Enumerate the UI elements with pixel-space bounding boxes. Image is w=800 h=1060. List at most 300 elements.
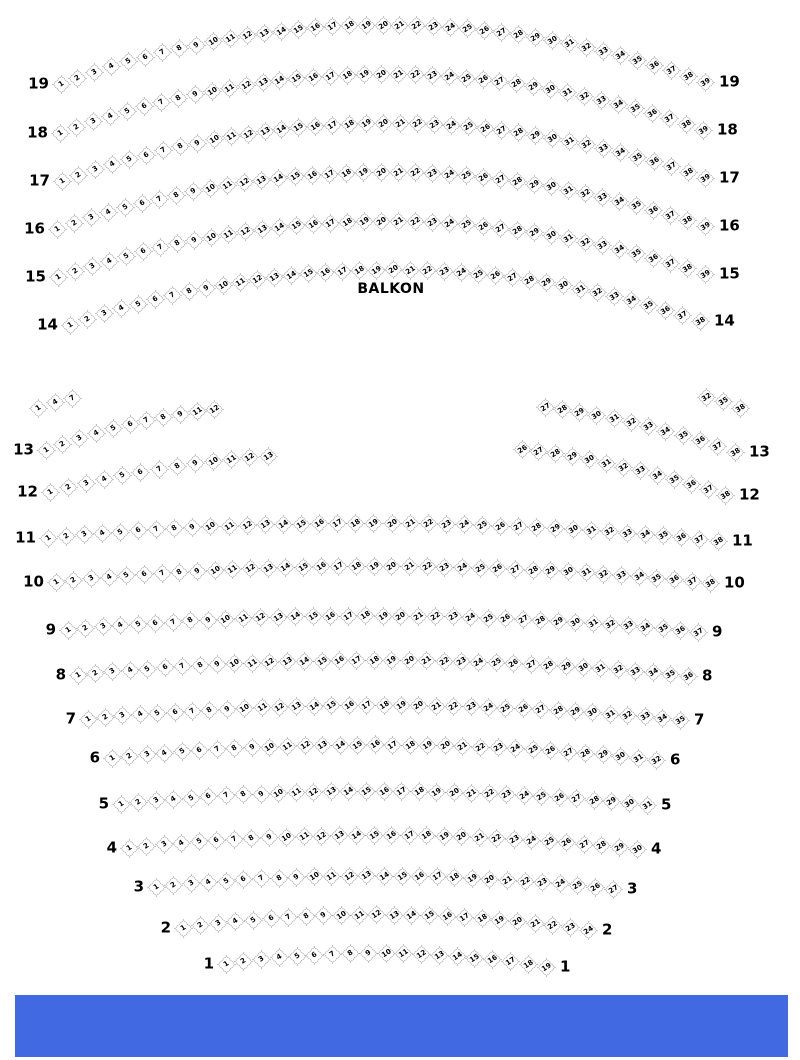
seat-row17-6[interactable]: [137, 146, 155, 164]
seat-row5-28[interactable]: [585, 791, 603, 809]
seat-row19-18[interactable]: [340, 17, 358, 35]
seat-row12-35[interactable]: [665, 471, 683, 489]
seat-row4-16[interactable]: [383, 826, 401, 844]
seat-row18-10[interactable]: [203, 82, 221, 100]
seat-row15-8[interactable]: [168, 235, 186, 253]
seat-row2-1[interactable]: [174, 919, 192, 937]
seat-row18-13[interactable]: [254, 74, 272, 92]
seat-row11-7[interactable]: [147, 521, 165, 539]
seat-row15-26[interactable]: [474, 217, 492, 235]
seat-row12-28[interactable]: [547, 445, 565, 463]
seat-row11-4[interactable]: [93, 524, 111, 542]
seat-row2-15[interactable]: [420, 907, 438, 925]
seat-row4-19[interactable]: [435, 827, 453, 845]
seat-row14-26[interactable]: [486, 267, 504, 285]
seat-row10-7[interactable]: [153, 564, 171, 582]
seat-row12-13[interactable]: [259, 447, 277, 465]
seat-row17-20[interactable]: [374, 114, 392, 132]
seat-row6-6[interactable]: [191, 742, 209, 760]
seat-row2-24[interactable]: [579, 921, 597, 939]
seat-row15-10[interactable]: [202, 228, 220, 246]
seat-row8-31[interactable]: [592, 659, 610, 677]
seat-row10-4[interactable]: [100, 568, 118, 586]
seat-row15-33[interactable]: [594, 237, 612, 255]
seat-row13-7[interactable]: [138, 411, 156, 429]
seat-row17-30[interactable]: [544, 129, 562, 147]
seat-row2-5[interactable]: [244, 911, 262, 929]
seat-row16-32[interactable]: [576, 184, 594, 202]
seat-row19-32[interactable]: [577, 38, 595, 56]
seat-row11-31[interactable]: [582, 521, 600, 539]
seat-row17-13[interactable]: [256, 122, 274, 140]
seat-row7-17[interactable]: [357, 696, 375, 714]
seat-row15-19[interactable]: [355, 213, 373, 231]
seat-row8-4[interactable]: [121, 661, 139, 679]
seat-row10-28[interactable]: [524, 561, 542, 579]
seat-row19-34[interactable]: [611, 47, 629, 65]
seat-row14-34[interactable]: [623, 292, 641, 310]
seat-row7-15[interactable]: [323, 697, 341, 715]
seat-row9-18[interactable]: [356, 607, 374, 625]
seat-row7-4[interactable]: [131, 705, 149, 723]
seat-row8-30[interactable]: [574, 658, 592, 676]
seat-row13-37[interactable]: [709, 437, 727, 455]
seat-row15-5[interactable]: [117, 247, 135, 265]
seat-row16-27[interactable]: [491, 170, 509, 188]
seat-row14-21[interactable]: [401, 261, 419, 279]
seat-row8-1[interactable]: [69, 666, 87, 684]
seat-row14-15[interactable]: [299, 264, 317, 282]
seat-row14-31[interactable]: [572, 280, 590, 298]
seat-row14-8[interactable]: [180, 283, 198, 301]
seat-row18-35[interactable]: [626, 100, 644, 118]
seat-row5-23[interactable]: [498, 785, 516, 803]
seat-row7-13[interactable]: [288, 697, 306, 715]
seat-row9-21[interactable]: [409, 607, 427, 625]
seat-row1-2[interactable]: [235, 952, 253, 970]
seat-row19-36[interactable]: [645, 56, 663, 74]
seat-row13-9[interactable]: [171, 405, 189, 423]
seat-row18-24[interactable]: [440, 68, 458, 86]
seat-row15-9[interactable]: [185, 231, 203, 249]
seat-row7-30[interactable]: [584, 704, 602, 722]
seat-row5-4[interactable]: [164, 790, 182, 808]
seat-row10-6[interactable]: [135, 565, 153, 583]
seat-row18-12[interactable]: [237, 76, 255, 94]
seat-row9-11[interactable]: [234, 609, 252, 627]
seat-row18-20[interactable]: [372, 65, 390, 83]
seat-row11-1[interactable]: [39, 529, 57, 547]
seat-row17-27[interactable]: [493, 121, 511, 139]
seat-row13-11[interactable]: [188, 402, 206, 420]
seat-row11-30[interactable]: [564, 520, 582, 538]
seat-row18-33[interactable]: [592, 91, 610, 109]
seat-row19-24[interactable]: [442, 18, 460, 36]
seat-row15-25[interactable]: [457, 216, 475, 234]
seat-row2-2[interactable]: [191, 917, 209, 935]
seat-row19-4[interactable]: [103, 58, 121, 76]
seat-row7-24[interactable]: [479, 698, 497, 716]
seat-row14-4[interactable]: [112, 300, 130, 318]
seat-row16-34[interactable]: [611, 192, 629, 210]
seat-row7-10[interactable]: [236, 699, 254, 717]
seat-row11-35[interactable]: [654, 527, 672, 545]
seat-row7-14[interactable]: [305, 697, 323, 715]
seat-row12-31[interactable]: [597, 454, 615, 472]
seat-row3-1[interactable]: [147, 878, 165, 896]
seat-row2-10[interactable]: [332, 906, 350, 924]
seat-row2-12[interactable]: [367, 906, 385, 924]
seat-row3-5[interactable]: [217, 872, 235, 890]
seat-row16-18[interactable]: [338, 164, 356, 182]
seat-row3-20[interactable]: [481, 870, 499, 888]
seat-row7-8[interactable]: [201, 701, 219, 719]
seat-row8-21[interactable]: [417, 652, 435, 670]
seat-row13-31[interactable]: [605, 410, 623, 428]
seat-row5-22[interactable]: [480, 785, 498, 803]
seat-row6-5[interactable]: [173, 743, 191, 761]
seat-row16-7[interactable]: [150, 190, 168, 208]
seat-row12-32[interactable]: [614, 458, 632, 476]
seat-row10-38[interactable]: [701, 574, 719, 592]
seat-row10-24[interactable]: [453, 558, 471, 576]
seat-row2-21[interactable]: [526, 914, 544, 932]
seat-row7-1[interactable]: [79, 710, 97, 728]
seat-row4-12[interactable]: [312, 827, 330, 845]
seat-row18-36[interactable]: [643, 104, 661, 122]
seat-row17-4[interactable]: [104, 155, 122, 173]
seat-row5-5[interactable]: [182, 789, 200, 807]
seat-row19-39[interactable]: [696, 73, 714, 91]
seat-row16-37[interactable]: [662, 206, 680, 224]
seat-row19-27[interactable]: [492, 23, 510, 41]
seat-row9-33[interactable]: [619, 617, 637, 635]
seat-row3-18[interactable]: [446, 868, 464, 886]
seat-row8-27[interactable]: [522, 655, 540, 673]
seat-row17-37[interactable]: [662, 158, 680, 176]
seat-row14-32[interactable]: [589, 284, 607, 302]
seat-row11-6[interactable]: [129, 522, 147, 540]
seat-row9-2[interactable]: [76, 619, 94, 637]
seat-row13-36[interactable]: [691, 432, 709, 450]
seat-row7-35[interactable]: [671, 711, 689, 729]
seat-row14-27[interactable]: [503, 269, 521, 287]
seat-row18-19[interactable]: [355, 66, 373, 84]
seat-row19-26[interactable]: [475, 21, 493, 39]
seat-row7-18[interactable]: [375, 696, 393, 714]
seat-row16-24[interactable]: [440, 165, 458, 183]
seat-row14-14[interactable]: [282, 266, 300, 284]
seat-row5-19[interactable]: [427, 783, 445, 801]
seat-row7-20[interactable]: [410, 697, 428, 715]
seat-row9-35[interactable]: [654, 620, 672, 638]
seat-row5-14[interactable]: [340, 782, 358, 800]
seat-row16-38[interactable]: [679, 211, 697, 229]
seat-row3-21[interactable]: [498, 871, 516, 889]
seat-row16-21[interactable]: [389, 163, 407, 181]
seat-row12-36[interactable]: [682, 475, 700, 493]
seat-row10-33[interactable]: [612, 566, 630, 584]
seat-row19-38[interactable]: [679, 67, 697, 85]
seat-row10-3[interactable]: [82, 570, 100, 588]
seat-row1-10[interactable]: [377, 944, 395, 962]
seat-row17-14[interactable]: [273, 120, 291, 138]
seat-row4-22[interactable]: [488, 829, 506, 847]
seat-row10-9[interactable]: [188, 562, 206, 580]
seat-row14-11[interactable]: [231, 273, 249, 291]
seat-row15-24[interactable]: [440, 214, 458, 232]
seat-row9-3[interactable]: [94, 618, 112, 636]
seat-row2-6[interactable]: [262, 910, 280, 928]
seat-row11-27[interactable]: [510, 518, 528, 536]
seat-row17-26[interactable]: [476, 119, 494, 137]
seat-row17-25[interactable]: [459, 118, 477, 136]
seat-row18-38[interactable]: [677, 115, 695, 133]
seat-row6-27[interactable]: [559, 743, 577, 761]
seat-row14-18[interactable]: [350, 261, 368, 279]
seat-row16-22[interactable]: [406, 164, 424, 182]
seat-row10-12[interactable]: [241, 560, 259, 578]
seat-row10-17[interactable]: [330, 558, 348, 576]
seat-row1-9[interactable]: [359, 944, 377, 962]
seat-row11-12[interactable]: [238, 516, 256, 534]
seat-row6-25[interactable]: [524, 741, 542, 759]
seat-row18-23[interactable]: [423, 66, 441, 84]
seat-row12-2[interactable]: [59, 478, 77, 496]
seat-row9-12[interactable]: [251, 609, 269, 627]
seat-row15-37[interactable]: [662, 254, 680, 272]
seat-row4-20[interactable]: [453, 828, 471, 846]
seat-row8-6[interactable]: [156, 659, 174, 677]
seat-row4-13[interactable]: [330, 827, 348, 845]
seat-row18-29[interactable]: [525, 77, 543, 95]
seat-row2-9[interactable]: [315, 907, 333, 925]
seat-row18-27[interactable]: [491, 72, 509, 90]
seat-row17-21[interactable]: [391, 114, 409, 132]
seat-row19-33[interactable]: [594, 42, 612, 60]
seat-row16-26[interactable]: [474, 168, 492, 186]
seat-row10-8[interactable]: [171, 563, 189, 581]
seat-row14-2[interactable]: [78, 310, 96, 328]
seat-row8-2[interactable]: [86, 664, 104, 682]
seat-row19-35[interactable]: [628, 51, 646, 69]
seat-row12-37[interactable]: [699, 480, 717, 498]
seat-row13-5[interactable]: [104, 420, 122, 438]
seat-row11-13[interactable]: [256, 516, 274, 534]
seat-row16-39[interactable]: [696, 217, 714, 235]
seat-row19-25[interactable]: [459, 20, 477, 38]
seat-row16-25[interactable]: [457, 167, 475, 185]
seat-row6-7[interactable]: [208, 740, 226, 758]
seat-row15-38[interactable]: [679, 259, 697, 277]
seat-row18-39[interactable]: [694, 121, 712, 139]
seat-row16-10[interactable]: [201, 179, 219, 197]
seat-row13-28[interactable]: [553, 400, 571, 418]
seat-row5-31[interactable]: [638, 796, 656, 814]
seat-row11-2[interactable]: [57, 527, 75, 545]
seat-row12-12[interactable]: [241, 448, 259, 466]
seat-row4-27[interactable]: [575, 835, 593, 853]
seat-row17-12[interactable]: [239, 125, 257, 143]
seat-row15-18[interactable]: [338, 213, 356, 231]
seat-row15-3[interactable]: [83, 257, 101, 275]
seat-row6-22[interactable]: [471, 738, 489, 756]
seat-row6-10[interactable]: [261, 738, 279, 756]
seat-row7-26[interactable]: [514, 700, 532, 718]
seat-row5-30[interactable]: [620, 794, 638, 812]
seat-row11-18[interactable]: [347, 514, 365, 532]
seat-row10-20[interactable]: [383, 557, 401, 575]
seat-row16-33[interactable]: [593, 188, 611, 206]
seat-row9-32[interactable]: [601, 615, 619, 633]
seat-row14-9[interactable]: [197, 279, 215, 297]
seat-row16-14[interactable]: [269, 169, 287, 187]
seat-row9-30[interactable]: [566, 613, 584, 631]
seat-row15-39[interactable]: [696, 265, 714, 283]
seat-row5-17[interactable]: [392, 782, 410, 800]
seat-row7-9[interactable]: [218, 700, 236, 718]
seat-row5-11[interactable]: [287, 784, 305, 802]
seat-row19-14[interactable]: [272, 22, 290, 40]
seat-row16-20[interactable]: [372, 163, 390, 181]
seat-row11-38[interactable]: [709, 532, 727, 550]
seat-row9-4[interactable]: [111, 616, 129, 634]
seat-row17-9[interactable]: [188, 134, 206, 152]
seat-row11-25[interactable]: [473, 516, 491, 534]
seat-row9-29[interactable]: [549, 612, 567, 630]
seat-row6-32[interactable]: [647, 751, 665, 769]
seat-row7-6[interactable]: [166, 703, 184, 721]
seat-row15-28[interactable]: [509, 221, 527, 239]
seat-rowx-32[interactable]: [697, 388, 715, 406]
seat-row5-24[interactable]: [515, 786, 533, 804]
seat-row8-26[interactable]: [505, 654, 523, 672]
seat-row4-1[interactable]: [120, 839, 138, 857]
seat-row9-23[interactable]: [444, 608, 462, 626]
seat-row8-10[interactable]: [226, 655, 244, 673]
seat-row11-32[interactable]: [600, 523, 618, 541]
seat-row2-13[interactable]: [385, 906, 403, 924]
seat-row7-27[interactable]: [532, 700, 550, 718]
seat-row11-10[interactable]: [202, 518, 220, 536]
seat-row4-21[interactable]: [470, 828, 488, 846]
seat-row16-2[interactable]: [65, 214, 83, 232]
seat-row6-3[interactable]: [138, 746, 156, 764]
seat-row10-10[interactable]: [206, 561, 224, 579]
seat-row1-14[interactable]: [448, 947, 466, 965]
seat-row11-34[interactable]: [636, 525, 654, 543]
seat-row1-5[interactable]: [288, 947, 306, 965]
seat-row6-1[interactable]: [103, 749, 121, 767]
seat-row3-19[interactable]: [463, 869, 481, 887]
seat-row10-5[interactable]: [117, 567, 135, 585]
seat-row3-8[interactable]: [270, 869, 288, 887]
seat-row9-16[interactable]: [321, 607, 339, 625]
seat-row19-11[interactable]: [221, 29, 239, 47]
seat-row3-3[interactable]: [182, 875, 200, 893]
seat-row18-17[interactable]: [322, 67, 340, 85]
seat-row11-5[interactable]: [111, 523, 129, 541]
seat-row14-30[interactable]: [555, 277, 573, 295]
seat-row8-17[interactable]: [348, 651, 366, 669]
seat-row9-13[interactable]: [269, 608, 287, 626]
seat-row17-34[interactable]: [611, 144, 629, 162]
seat-row17-8[interactable]: [171, 138, 189, 156]
seat-row16-23[interactable]: [423, 164, 441, 182]
seat-row7-33[interactable]: [636, 708, 654, 726]
seat-row6-11[interactable]: [278, 737, 296, 755]
seat-row16-12[interactable]: [235, 174, 253, 192]
seat-row5-26[interactable]: [550, 788, 568, 806]
seat-row8-7[interactable]: [173, 657, 191, 675]
seat-row11-26[interactable]: [491, 517, 509, 535]
seat-row15-36[interactable]: [645, 249, 663, 267]
seat-row15-16[interactable]: [304, 215, 322, 233]
seat-row18-34[interactable]: [609, 95, 627, 113]
seat-row13-27[interactable]: [536, 398, 554, 416]
seat-row7-22[interactable]: [444, 697, 462, 715]
seat-row19-29[interactable]: [526, 28, 544, 46]
seat-row4-29[interactable]: [610, 838, 628, 856]
seat-row19-28[interactable]: [509, 26, 527, 44]
seat-row19-12[interactable]: [238, 27, 256, 45]
seat-row6-30[interactable]: [612, 747, 630, 765]
seat-row9-27[interactable]: [514, 610, 532, 628]
seat-row9-20[interactable]: [391, 607, 409, 625]
seat-row6-2[interactable]: [120, 747, 138, 765]
seat-row10-34[interactable]: [630, 568, 648, 586]
seat-row14-29[interactable]: [538, 274, 556, 292]
seat-row14-33[interactable]: [606, 288, 624, 306]
seat-row19-16[interactable]: [306, 19, 324, 37]
seat-row16-1[interactable]: [48, 220, 66, 238]
seat-row13-3[interactable]: [70, 429, 88, 447]
seat-row4-25[interactable]: [540, 832, 558, 850]
seat-row3-4[interactable]: [200, 873, 218, 891]
seat-row8-23[interactable]: [452, 652, 470, 670]
seat-row17-16[interactable]: [307, 117, 325, 135]
seat-row14-37[interactable]: [674, 306, 692, 324]
seat-row16-16[interactable]: [304, 166, 322, 184]
seat-row16-13[interactable]: [252, 171, 270, 189]
seat-row12-1[interactable]: [41, 483, 59, 501]
seat-row5-9[interactable]: [252, 785, 270, 803]
seat-row18-16[interactable]: [305, 68, 323, 86]
seat-row1-19[interactable]: [537, 958, 555, 976]
seat-row11-23[interactable]: [437, 515, 455, 533]
seat-row6-31[interactable]: [629, 749, 647, 767]
seat-row5-10[interactable]: [270, 784, 288, 802]
seat-row17-31[interactable]: [560, 132, 578, 150]
seat-row17-24[interactable]: [442, 116, 460, 134]
seat-row14-17[interactable]: [333, 262, 351, 280]
seat-row17-18[interactable]: [340, 115, 358, 133]
seat-row9-24[interactable]: [461, 608, 479, 626]
seat-row11-15[interactable]: [292, 515, 310, 533]
seat-row4-11[interactable]: [295, 827, 313, 845]
seat-row4-5[interactable]: [190, 833, 208, 851]
seat-row7-2[interactable]: [96, 708, 114, 726]
seat-row13-12[interactable]: [205, 400, 223, 418]
seat-row3-16[interactable]: [410, 867, 428, 885]
seat-row2-8[interactable]: [297, 908, 315, 926]
seat-row10-37[interactable]: [683, 572, 701, 590]
seat-row13-35[interactable]: [674, 427, 692, 445]
seat-row17-29[interactable]: [527, 126, 545, 144]
seat-row15-7[interactable]: [151, 239, 169, 257]
seat-row11-3[interactable]: [75, 526, 93, 544]
seat-row17-33[interactable]: [594, 139, 612, 157]
